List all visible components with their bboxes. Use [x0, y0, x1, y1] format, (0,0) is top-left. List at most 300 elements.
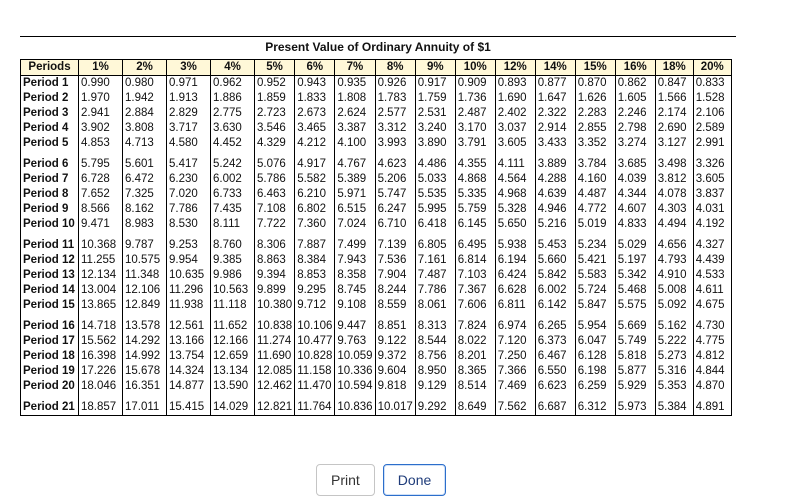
row-label: Period 15: [21, 298, 79, 313]
print-button[interactable]: Print: [316, 464, 375, 496]
table-cell: 7.469: [495, 379, 535, 394]
table-cell: 4.494: [655, 217, 693, 232]
table-cell: 7.020: [167, 187, 211, 202]
table-cell: 10.838: [255, 319, 295, 334]
table-cell: 13.865: [79, 298, 123, 313]
table-cell: 0.870: [575, 76, 615, 92]
row-label: Period 10: [21, 217, 79, 232]
table-cell: 5.162: [655, 319, 693, 334]
header-periods: Periods: [21, 60, 79, 76]
table-cell: 4.487: [575, 187, 615, 202]
table-cell: 5.273: [655, 349, 693, 364]
table-cell: 5.583: [575, 268, 615, 283]
table-cell: 5.669: [615, 319, 655, 334]
table-cell: 7.367: [455, 283, 495, 298]
table-cell: 15.562: [79, 334, 123, 349]
table-cell: 1.783: [375, 91, 415, 106]
table-cell: 4.870: [693, 379, 731, 394]
table-cell: 2.775: [211, 106, 255, 121]
table-cell: 2.531: [415, 106, 455, 121]
table-cell: 4.607: [615, 202, 655, 217]
table-cell: 3.837: [693, 187, 731, 202]
table-cell: 2.829: [167, 106, 211, 121]
table-cell: 3.498: [655, 157, 693, 172]
table-cell: 9.447: [335, 319, 375, 334]
table-row: [21, 217, 732, 232]
table-cell: 11.158: [295, 364, 335, 379]
table-cell: 5.417: [167, 157, 211, 172]
table-cell: 2.577: [375, 106, 415, 121]
table-cell: 7.786: [167, 202, 211, 217]
row-label: Period 1: [21, 76, 79, 92]
table-cell: 4.327: [693, 238, 731, 253]
table-cell: 1.913: [167, 91, 211, 106]
table-cell: 9.292: [415, 400, 455, 416]
header-rate: 20%: [693, 60, 731, 76]
table-row: [21, 187, 732, 202]
table-cell: 1.886: [211, 91, 255, 106]
table-cell: 2.914: [535, 121, 575, 136]
table-cell: 11.348: [123, 268, 167, 283]
table-cell: 4.564: [495, 172, 535, 187]
table-cell: 9.372: [375, 349, 415, 364]
table-cell: 8.365: [455, 364, 495, 379]
table-cell: 6.710: [375, 217, 415, 232]
table-cell: 5.216: [535, 217, 575, 232]
table-cell: 2.246: [615, 106, 655, 121]
table-cell: 4.891: [693, 400, 731, 416]
table-cell: 4.775: [693, 334, 731, 349]
header-rate: 16%: [615, 60, 655, 76]
table-cell: 6.467: [535, 349, 575, 364]
table-row: [21, 268, 732, 283]
table-cell: 4.968: [495, 187, 535, 202]
table-cell: 13.166: [167, 334, 211, 349]
row-label: Period 2: [21, 91, 79, 106]
table-cell: 11.764: [295, 400, 335, 416]
table-cell: 14.718: [79, 319, 123, 334]
table-cell: 5.954: [575, 319, 615, 334]
table-cell: 3.326: [693, 157, 731, 172]
row-label: Period 17: [21, 334, 79, 349]
table-cell: 5.033: [415, 172, 455, 187]
table-cell: 1.528: [693, 91, 731, 106]
table-cell: 16.398: [79, 349, 123, 364]
header-rate: 10%: [455, 60, 495, 76]
header-row: [21, 60, 732, 76]
table-cell: 6.128: [575, 349, 615, 364]
table-row: [21, 364, 732, 379]
table-row: [21, 106, 732, 121]
table-cell: 11.652: [211, 319, 255, 334]
row-label: Period 18: [21, 349, 79, 364]
table-cell: 4.917: [295, 157, 335, 172]
table-cell: 4.439: [693, 253, 731, 268]
table-cell: 10.828: [295, 349, 335, 364]
table-cell: 2.723: [255, 106, 295, 121]
table-cell: 4.078: [655, 187, 693, 202]
table-cell: 5.759: [455, 202, 495, 217]
row-label: Period 7: [21, 172, 79, 187]
table-cell: 6.728: [79, 172, 123, 187]
table-cell: 2.589: [693, 121, 731, 136]
table-cell: 6.194: [495, 253, 535, 268]
table-cell: 3.630: [211, 121, 255, 136]
table-cell: 5.092: [655, 298, 693, 313]
table-cell: 2.322: [535, 106, 575, 121]
header-rate: 2%: [123, 60, 167, 76]
table-cell: 7.487: [415, 268, 455, 283]
table-cell: 14.324: [167, 364, 211, 379]
table-cell: 8.983: [123, 217, 167, 232]
table-cell: 11.690: [255, 349, 295, 364]
table-cell: 5.468: [615, 283, 655, 298]
row-label: Period 20: [21, 379, 79, 394]
table-cell: 0.909: [455, 76, 495, 92]
table-cell: 4.730: [693, 319, 731, 334]
table-row: [21, 298, 732, 313]
table-cell: 0.971: [167, 76, 211, 92]
table-cell: 8.358: [335, 268, 375, 283]
table-cell: 0.980: [123, 76, 167, 92]
table-cell: 5.724: [575, 283, 615, 298]
table-cell: 7.103: [455, 268, 495, 283]
table-cell: 0.833: [693, 76, 731, 92]
table-cell: 3.387: [335, 121, 375, 136]
table-cell: 3.890: [415, 136, 455, 151]
table-cell: 4.946: [535, 202, 575, 217]
table-cell: 2.487: [455, 106, 495, 121]
table-cell: 0.990: [79, 76, 123, 92]
header-rate: 8%: [375, 60, 415, 76]
table-cell: 4.772: [575, 202, 615, 217]
table-cell: 4.039: [615, 172, 655, 187]
table-cell: 4.713: [123, 136, 167, 151]
table-cell: 4.111: [495, 157, 535, 172]
table-cell: 4.623: [375, 157, 415, 172]
header-rate: 3%: [167, 60, 211, 76]
table-cell: 8.863: [255, 253, 295, 268]
table-cell: 12.561: [167, 319, 211, 334]
table-cell: 8.559: [375, 298, 415, 313]
table-cell: 1.942: [123, 91, 167, 106]
table-cell: 1.833: [295, 91, 335, 106]
table-cell: 5.749: [615, 334, 655, 349]
header-rate: 9%: [415, 60, 455, 76]
table-cell: 12.134: [79, 268, 123, 283]
table-cell: 9.986: [211, 268, 255, 283]
table-cell: 6.463: [255, 187, 295, 202]
row-label: Period 14: [21, 283, 79, 298]
table-cell: 12.462: [255, 379, 295, 394]
table-cell: 3.037: [495, 121, 535, 136]
table-cell: 7.887: [295, 238, 335, 253]
table-cell: 5.328: [495, 202, 535, 217]
table-cell: 7.943: [335, 253, 375, 268]
table-cell: 13.754: [167, 349, 211, 364]
table-cell: 4.639: [535, 187, 575, 202]
table-cell: 2.798: [615, 121, 655, 136]
table-row: [21, 172, 732, 187]
table-cell: 4.910: [655, 268, 693, 283]
table-cell: 6.811: [495, 298, 535, 313]
table-cell: 4.303: [655, 202, 693, 217]
table-cell: 10.635: [167, 268, 211, 283]
table-cell: 5.973: [615, 400, 655, 416]
table-cell: 4.656: [655, 238, 693, 253]
table-cell: 6.002: [535, 283, 575, 298]
table-cell: 9.394: [255, 268, 295, 283]
table-cell: 5.335: [455, 187, 495, 202]
table-cell: 15.415: [167, 400, 211, 416]
table-cell: 5.747: [375, 187, 415, 202]
table-cell: 9.253: [167, 238, 211, 253]
table-cell: 5.601: [123, 157, 167, 172]
table-cell: 4.675: [693, 298, 731, 313]
table-cell: 18.857: [79, 400, 123, 416]
table-cell: 5.234: [575, 238, 615, 253]
table-cell: 8.530: [167, 217, 211, 232]
table-cell: 8.514: [455, 379, 495, 394]
table-cell: 6.312: [575, 400, 615, 416]
table-cell: 13.578: [123, 319, 167, 334]
table-cell: 5.971: [335, 187, 375, 202]
table-cell: 14.877: [167, 379, 211, 394]
table-cell: 2.673: [295, 106, 335, 121]
table-cell: 2.402: [495, 106, 535, 121]
table-cell: 4.344: [615, 187, 655, 202]
table-cell: 5.316: [655, 364, 693, 379]
header-rate: 14%: [535, 60, 575, 76]
table-cell: 8.950: [415, 364, 455, 379]
table-cell: 5.389: [335, 172, 375, 187]
table-cell: 5.206: [375, 172, 415, 187]
table-cell: 5.008: [655, 283, 693, 298]
header-rate: 5%: [255, 60, 295, 76]
table-cell: 9.385: [211, 253, 255, 268]
table-cell: 9.899: [255, 283, 295, 298]
table-cell: 6.424: [495, 268, 535, 283]
table-cell: 4.580: [167, 136, 211, 151]
table-cell: 10.477: [295, 334, 335, 349]
table-cell: 9.122: [375, 334, 415, 349]
done-button[interactable]: Done: [383, 464, 446, 496]
table-cell: 6.687: [535, 400, 575, 416]
table-cell: 4.160: [575, 172, 615, 187]
table-cell: 3.433: [535, 136, 575, 151]
header-rate: 18%: [655, 60, 693, 76]
table-cell: 7.250: [495, 349, 535, 364]
table-cell: 5.929: [615, 379, 655, 394]
present-value-table: [20, 59, 732, 416]
table-row: [21, 121, 732, 136]
table-cell: 6.733: [211, 187, 255, 202]
row-label: Period 12: [21, 253, 79, 268]
table-cell: 3.170: [455, 121, 495, 136]
table-cell: 2.624: [335, 106, 375, 121]
table-row: [21, 400, 732, 416]
table-cell: 13.134: [211, 364, 255, 379]
table-cell: 0.847: [655, 76, 693, 92]
row-label: Period 13: [21, 268, 79, 283]
table-cell: 1.566: [655, 91, 693, 106]
row-label: Period 9: [21, 202, 79, 217]
table-row: [21, 253, 732, 268]
table-cell: 3.127: [655, 136, 693, 151]
table-cell: 8.649: [455, 400, 495, 416]
table-row: [21, 202, 732, 217]
table-cell: 1.759: [415, 91, 455, 106]
table-cell: 14.992: [123, 349, 167, 364]
table-cell: 5.197: [615, 253, 655, 268]
table-cell: 1.736: [455, 91, 495, 106]
table-cell: 3.685: [615, 157, 655, 172]
table-cell: 12.085: [255, 364, 295, 379]
table-row: [21, 76, 732, 92]
table-cell: 8.111: [211, 217, 255, 232]
table-cell: 3.465: [295, 121, 335, 136]
table-cell: 6.373: [535, 334, 575, 349]
table-cell: 7.652: [79, 187, 123, 202]
table-cell: 5.421: [575, 253, 615, 268]
table-cell: 9.604: [375, 364, 415, 379]
table-cell: 9.787: [123, 238, 167, 253]
table-row: [21, 319, 732, 334]
table-cell: 5.995: [415, 202, 455, 217]
table-cell: 0.935: [335, 76, 375, 92]
table-cell: 2.941: [79, 106, 123, 121]
table-row: [21, 349, 732, 364]
table-cell: 5.535: [415, 187, 455, 202]
table-cell: 2.106: [693, 106, 731, 121]
table-cell: 10.575: [123, 253, 167, 268]
table-cell: 6.495: [455, 238, 495, 253]
table-cell: 4.452: [211, 136, 255, 151]
table-cell: 8.745: [335, 283, 375, 298]
table-cell: 3.605: [693, 172, 731, 187]
row-label: Period 16: [21, 319, 79, 334]
table-cell: 5.242: [211, 157, 255, 172]
header-rate: 1%: [79, 60, 123, 76]
table-cell: 5.384: [655, 400, 693, 416]
table-cell: 3.902: [79, 121, 123, 136]
table-cell: 3.312: [375, 121, 415, 136]
table-cell: 3.808: [123, 121, 167, 136]
table-cell: 10.059: [335, 349, 375, 364]
table-cell: 8.566: [79, 202, 123, 217]
table-cell: 0.893: [495, 76, 535, 92]
table-cell: 12.166: [211, 334, 255, 349]
table-cell: 7.366: [495, 364, 535, 379]
table-cell: 5.582: [295, 172, 335, 187]
table-cell: 4.812: [693, 349, 731, 364]
table-cell: 4.793: [655, 253, 693, 268]
table-cell: 0.962: [211, 76, 255, 92]
row-label: Period 21: [21, 400, 79, 416]
table-cell: 7.536: [375, 253, 415, 268]
dialog-buttons: [316, 464, 446, 496]
table-cell: 7.904: [375, 268, 415, 283]
table-row: [21, 379, 732, 394]
table-cell: 4.868: [455, 172, 495, 187]
table-cell: 7.722: [255, 217, 295, 232]
table-cell: 13.590: [211, 379, 255, 394]
table-cell: 6.230: [167, 172, 211, 187]
table-cell: 11.255: [79, 253, 123, 268]
table-cell: 4.844: [693, 364, 731, 379]
table-cell: 6.142: [535, 298, 575, 313]
table-cell: 14.292: [123, 334, 167, 349]
table-cell: 4.833: [615, 217, 655, 232]
table-cell: 4.611: [693, 283, 731, 298]
table-cell: 16.351: [123, 379, 167, 394]
table-cell: 5.660: [535, 253, 575, 268]
table-cell: 7.120: [495, 334, 535, 349]
table-cell: 9.129: [415, 379, 455, 394]
table-cell: 3.812: [655, 172, 693, 187]
table-cell: 11.118: [211, 298, 255, 313]
table-cell: 6.472: [123, 172, 167, 187]
table-cell: 6.515: [335, 202, 375, 217]
table-cell: 8.022: [455, 334, 495, 349]
table-cell: 7.024: [335, 217, 375, 232]
table-cell: 8.853: [295, 268, 335, 283]
table-row: [21, 91, 732, 106]
table-cell: 4.767: [335, 157, 375, 172]
table-cell: 2.991: [693, 136, 731, 151]
header-rate: 6%: [295, 60, 335, 76]
table-cell: 4.486: [415, 157, 455, 172]
table-cell: 10.380: [255, 298, 295, 313]
table-cell: 6.002: [211, 172, 255, 187]
table-cell: 3.784: [575, 157, 615, 172]
table-cell: 3.993: [375, 136, 415, 151]
table-cell: 0.862: [615, 76, 655, 92]
table-cell: 18.046: [79, 379, 123, 394]
table-cell: 0.877: [535, 76, 575, 92]
table-cell: 10.017: [375, 400, 415, 416]
table-cell: 10.106: [295, 319, 335, 334]
table-cell: 4.355: [455, 157, 495, 172]
table-cell: 12.659: [211, 349, 255, 364]
table-cell: 11.470: [295, 379, 335, 394]
table-cell: 5.877: [615, 364, 655, 379]
table-cell: 15.678: [123, 364, 167, 379]
table-cell: 12.849: [123, 298, 167, 313]
table-cell: 3.352: [575, 136, 615, 151]
table-row: [21, 136, 732, 151]
table-title: Present Value of Ordinary Annuity of $1: [265, 40, 491, 54]
table-cell: 4.329: [255, 136, 295, 151]
table-cell: 3.274: [615, 136, 655, 151]
table-cell: 5.795: [79, 157, 123, 172]
row-label: Period 19: [21, 364, 79, 379]
table-row: [21, 157, 732, 172]
table-cell: 10.836: [335, 400, 375, 416]
table-cell: 12.106: [123, 283, 167, 298]
table-cell: 0.926: [375, 76, 415, 92]
table-cell: 5.342: [615, 268, 655, 283]
table-cell: 6.805: [415, 238, 455, 253]
table-row: [21, 283, 732, 298]
table-cell: 5.029: [615, 238, 655, 253]
table-cell: 8.544: [415, 334, 455, 349]
table-cell: 5.222: [655, 334, 693, 349]
table-cell: 1.647: [535, 91, 575, 106]
table-cell: 3.605: [495, 136, 535, 151]
header-rate: 7%: [335, 60, 375, 76]
table-cell: 2.174: [655, 106, 693, 121]
